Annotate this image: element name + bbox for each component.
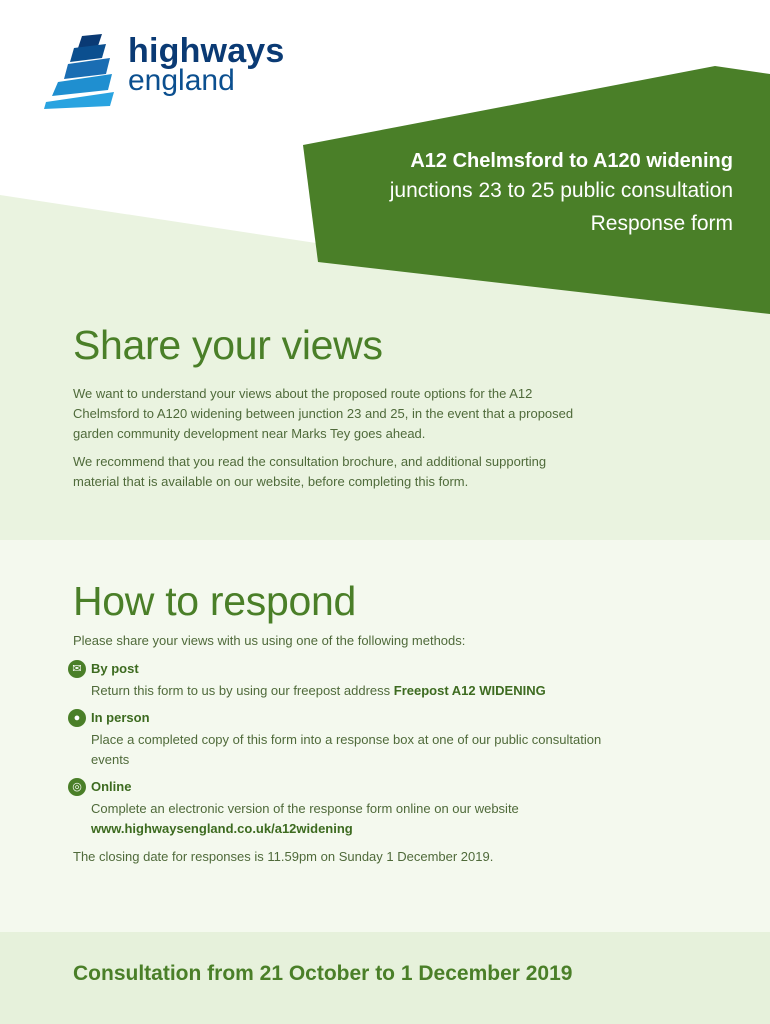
method-online-body	[91, 799, 611, 839]
respond-intro: Please share your views with us using one of the following methods:	[73, 633, 466, 648]
logo-line-england: england	[128, 64, 235, 97]
logo-wordmark[interactable]	[128, 34, 285, 96]
logo-line-highways: highways	[128, 32, 285, 70]
envelope-icon: ✉	[68, 660, 86, 678]
consultation-dates: Consultation from 21 October to 1 December 2019	[73, 962, 573, 985]
method-post-title: By post	[91, 661, 139, 676]
share-para-2: We recommend that you read the consultation brochure, and additional supporting material that is available on our website, before completing this form.	[73, 454, 547, 489]
website-link[interactable]: www.highwaysengland.co.uk/a12widening	[91, 821, 353, 836]
respond-heading: How to respond	[73, 578, 356, 624]
method-online-title: Online	[91, 779, 132, 794]
freepost-address: Freepost A12 WIDENING	[393, 683, 546, 698]
method-post-text: Return this form to us by using our freepost address	[91, 683, 394, 698]
person-icon: ●	[68, 709, 86, 727]
method-person-body: Place a completed copy of this form into a response box at one of our public consultation events	[91, 732, 602, 767]
method-online-text: Complete an electronic version of the response form online on our website	[91, 801, 519, 816]
method-post-body	[91, 681, 611, 701]
share-heading: Share your views	[73, 322, 383, 368]
banner-subtitle: junctions 23 to 25 public consultation	[389, 179, 733, 202]
share-para-1: We want to understand your views about the proposed route options for the A12 Chelmsford to A120 widening between junction 23 and 25, in the event that a proposed garden community development near Marks Tey goes ahead.	[73, 386, 574, 441]
globe-icon: ◎	[68, 778, 86, 796]
method-person-title: In person	[91, 710, 150, 725]
banner-form-label: Response form	[590, 212, 733, 235]
closing-date: The closing date for responses is 11.59pm on Sunday 1 December 2019.	[73, 849, 494, 864]
banner-title: A12 Chelmsford to A120 widening	[410, 150, 733, 172]
banner	[293, 148, 733, 240]
